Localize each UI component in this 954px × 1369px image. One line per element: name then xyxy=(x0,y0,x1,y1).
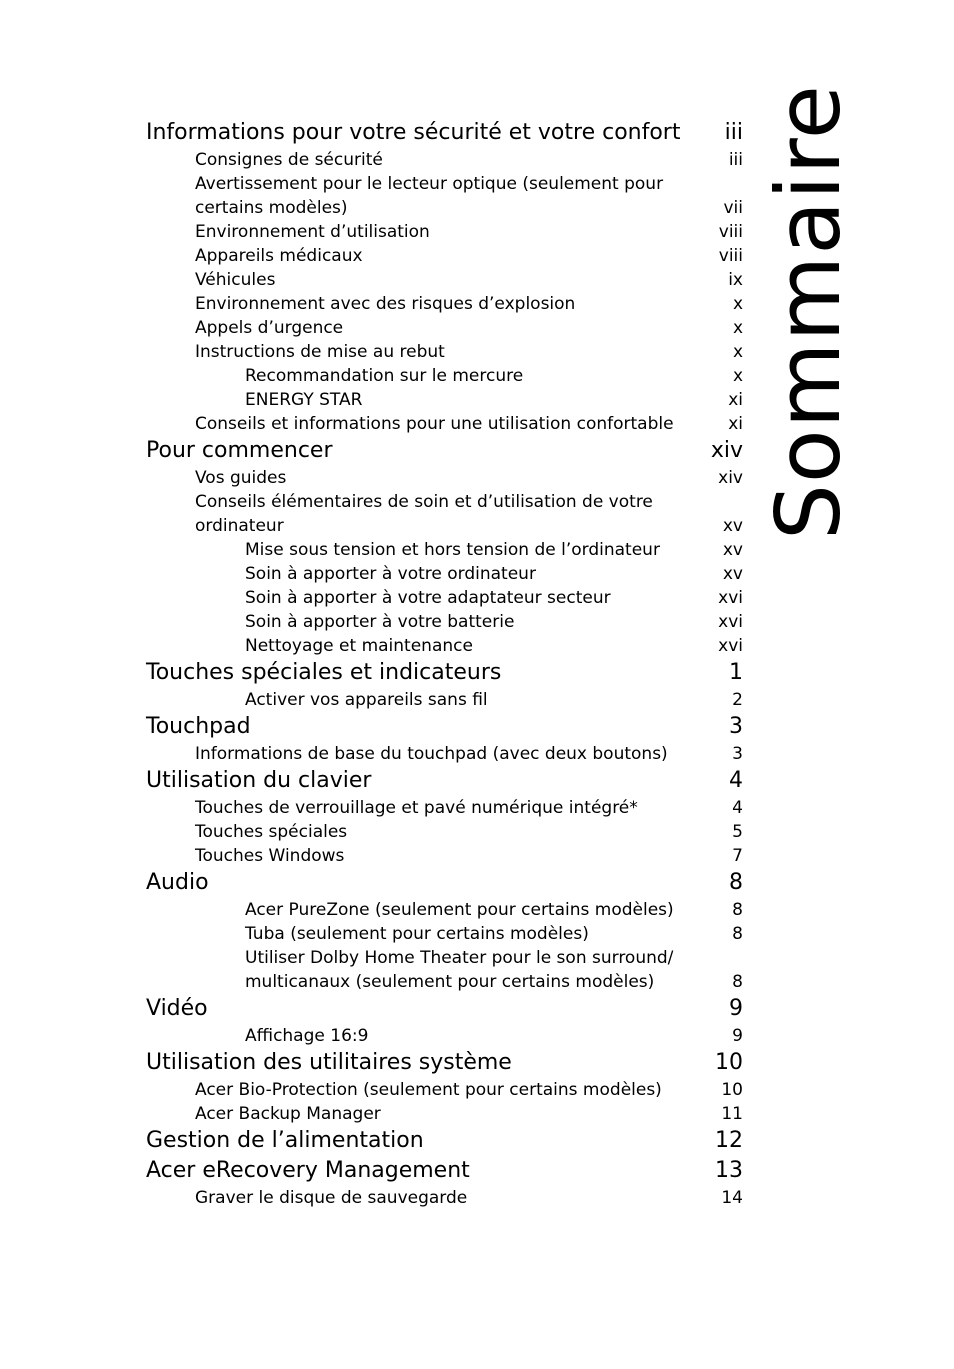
toc-section-entry[interactable] xyxy=(146,172,743,220)
toc-entry-title: Environnement d’utilisation xyxy=(195,222,430,242)
toc-section-entry[interactable] xyxy=(146,1078,743,1102)
toc-entry-title: Vos guides xyxy=(195,468,287,488)
toc-entry-page-number: xvi xyxy=(718,636,743,656)
toc-entry-title: Véhicules xyxy=(195,270,276,290)
toc-entry-page-number: 11 xyxy=(721,1104,743,1124)
toc-entry-title: Vidéo xyxy=(146,996,208,1021)
toc-entry-page-number: ix xyxy=(728,270,743,290)
toc-entry-page-number: 10 xyxy=(721,1080,743,1100)
toc-entry-title: Pour commencer xyxy=(146,438,333,463)
toc-section-entry[interactable] xyxy=(146,268,743,292)
toc-entry-page-number: 7 xyxy=(732,846,743,866)
toc-section-entry[interactable] xyxy=(146,292,743,316)
toc-entry-page-number: 9 xyxy=(732,1026,743,1046)
toc-section-entry[interactable] xyxy=(146,688,743,712)
toc-entry-page-number: xvi xyxy=(718,588,743,608)
toc-section-entry[interactable] xyxy=(146,796,743,820)
toc-entry-page-number: xiv xyxy=(718,468,743,488)
page-title: Sommaire xyxy=(757,84,860,540)
toc-section-entry[interactable] xyxy=(146,220,743,244)
toc-entry-title: Audio xyxy=(146,870,209,895)
toc-section-entry[interactable] xyxy=(146,1186,743,1210)
toc-entry-page-number: 8 xyxy=(732,924,743,944)
toc-entry-title: Soin à apporter à votre ordinateur xyxy=(245,564,536,584)
toc-section-entry[interactable] xyxy=(146,820,743,844)
toc-entry-page-number: xv xyxy=(722,564,743,584)
toc-entry-page-number: 8 xyxy=(732,900,743,920)
toc-section-entry[interactable] xyxy=(146,634,743,658)
toc-section-entry[interactable] xyxy=(146,844,743,868)
toc-entry-title: Utiliser Dolby Home Theater pour le son surround/ multicanaux (seulement pour certains modèles) xyxy=(245,948,674,992)
toc-entry-page-number: 1 xyxy=(729,660,743,685)
toc-entry-title: Informations de base du touchpad (avec deux boutons) xyxy=(195,744,668,764)
toc-section-entry[interactable] xyxy=(146,562,743,586)
toc-entry-title: Utilisation du clavier xyxy=(146,768,372,793)
toc-section-entry[interactable] xyxy=(146,244,743,268)
toc-entry-title: Soin à apporter à votre batterie xyxy=(245,612,515,632)
toc-entry-page-number: 3 xyxy=(732,744,743,764)
toc-entry-page-number: xv xyxy=(722,516,743,536)
toc-entry-page-number: x xyxy=(732,366,743,386)
toc-section-entry[interactable] xyxy=(146,340,743,364)
toc-entry-page-number: iii xyxy=(728,150,743,170)
toc-entry-title: Touches spéciales xyxy=(195,822,348,842)
toc-entry-page-number: 14 xyxy=(721,1188,743,1208)
toc-entry-page-number: 12 xyxy=(715,1128,743,1153)
toc-section-entry[interactable] xyxy=(146,586,743,610)
toc-entry-page-number: x xyxy=(732,318,743,338)
toc-entry-title: Conseils et informations pour une utilisation confortable xyxy=(195,414,674,434)
toc-chapter-entry[interactable] xyxy=(146,658,743,688)
toc-entry-page-number: xi xyxy=(728,414,743,434)
toc-entry-title: Consignes de sécurité xyxy=(195,150,383,170)
toc-section-entry[interactable] xyxy=(146,946,743,994)
table-of-contents xyxy=(146,118,743,1210)
toc-entry-page-number: xvi xyxy=(718,612,743,632)
toc-entry-title: Instructions de mise au rebut xyxy=(195,342,445,362)
toc-entry-page-number: xv xyxy=(722,540,743,560)
toc-section-entry[interactable] xyxy=(146,538,743,562)
toc-entry-title: Touches de verrouillage et pavé numérique intégré* xyxy=(195,798,638,818)
toc-entry-title: Acer PureZone (seulement pour certains modèles) xyxy=(245,900,674,920)
toc-entry-title: Conseils élémentaires de soin et d’utilisation de votre ordinateur xyxy=(195,492,653,536)
toc-section-entry[interactable] xyxy=(146,1102,743,1126)
toc-chapter-entry[interactable] xyxy=(146,712,743,742)
toc-entry-page-number: 2 xyxy=(732,690,743,710)
toc-entry-page-number: vii xyxy=(723,198,743,218)
toc-entry-title: ENERGY STAR xyxy=(245,390,363,410)
toc-entry-title: Tuba (seulement pour certains modèles) xyxy=(245,924,589,944)
toc-chapter-entry[interactable] xyxy=(146,1048,743,1078)
toc-entry-page-number: viii xyxy=(718,246,743,266)
toc-entry-page-number: x xyxy=(732,294,743,314)
toc-entry-title: Avertissement pour le lecteur optique (seulement pour certains modèles) xyxy=(195,174,664,218)
toc-section-entry[interactable] xyxy=(146,412,743,436)
toc-entry-page-number: 4 xyxy=(732,798,743,818)
toc-chapter-entry[interactable] xyxy=(146,766,743,796)
toc-entry-page-number: 10 xyxy=(715,1050,743,1075)
toc-entry-page-number: 9 xyxy=(729,996,743,1021)
toc-chapter-entry[interactable] xyxy=(146,994,743,1024)
toc-entry-title: Acer Bio-Protection (seulement pour certains modèles) xyxy=(195,1080,662,1100)
toc-chapter-entry[interactable] xyxy=(146,868,743,898)
toc-section-entry[interactable] xyxy=(146,610,743,634)
toc-entry-page-number: x xyxy=(732,342,743,362)
toc-entry-page-number: xi xyxy=(728,390,743,410)
toc-section-entry[interactable] xyxy=(146,388,743,412)
toc-entry-page-number: viii xyxy=(718,222,743,242)
toc-chapter-entry[interactable] xyxy=(146,436,743,466)
toc-entry-title: Utilisation des utilitaires système xyxy=(146,1050,512,1075)
toc-entry-title: Environnement avec des risques d’explosion xyxy=(195,294,576,314)
toc-entry-title: Recommandation sur le mercure xyxy=(245,366,524,386)
toc-entry-page-number: xiv xyxy=(710,438,743,463)
toc-entry-page-number: 4 xyxy=(729,768,743,793)
toc-entry-title: Acer Backup Manager xyxy=(195,1104,381,1124)
toc-section-entry[interactable] xyxy=(146,364,743,388)
toc-entry-page-number: 13 xyxy=(715,1158,743,1183)
toc-section-entry[interactable] xyxy=(146,742,743,766)
toc-chapter-entry[interactable] xyxy=(146,1156,743,1186)
toc-section-entry[interactable] xyxy=(146,148,743,172)
toc-entry-title: Activer vos appareils sans fil xyxy=(245,690,488,710)
toc-entry-title: Touchpad xyxy=(146,714,251,739)
toc-chapter-entry[interactable] xyxy=(146,118,743,148)
toc-section-entry[interactable] xyxy=(146,1024,743,1048)
toc-entry-page-number: iii xyxy=(724,120,743,145)
toc-section-entry[interactable] xyxy=(146,898,743,922)
toc-entry-title: Nettoyage et maintenance xyxy=(245,636,473,656)
toc-entry-page-number: 8 xyxy=(729,870,743,895)
toc-chapter-entry[interactable] xyxy=(146,1126,743,1156)
toc-entry-page-number: 5 xyxy=(732,822,743,842)
toc-entry-page-number: 8 xyxy=(732,972,743,992)
toc-section-entry[interactable] xyxy=(146,316,743,340)
toc-entry-page-number: 3 xyxy=(729,714,743,739)
toc-entry-title: Affichage 16:9 xyxy=(245,1026,369,1046)
toc-section-entry[interactable] xyxy=(146,490,743,538)
toc-entry-title: Soin à apporter à votre adaptateur secteur xyxy=(245,588,611,608)
toc-entry-title: Appels d’urgence xyxy=(195,318,344,338)
toc-entry-title: Graver le disque de sauvegarde xyxy=(195,1188,468,1208)
toc-section-entry[interactable] xyxy=(146,922,743,946)
toc-entry-title: Gestion de l’alimentation xyxy=(146,1128,424,1153)
toc-entry-title: Touches spéciales et indicateurs xyxy=(146,660,502,685)
toc-entry-title: Touches Windows xyxy=(195,846,345,866)
toc-entry-title: Acer eRecovery Management xyxy=(146,1158,470,1183)
toc-entry-title: Mise sous tension et hors tension de l’ordinateur xyxy=(245,540,660,560)
toc-entry-title: Informations pour votre sécurité et votre confort xyxy=(146,120,681,145)
toc-entry-title: Appareils médicaux xyxy=(195,246,363,266)
toc-section-entry[interactable] xyxy=(146,466,743,490)
